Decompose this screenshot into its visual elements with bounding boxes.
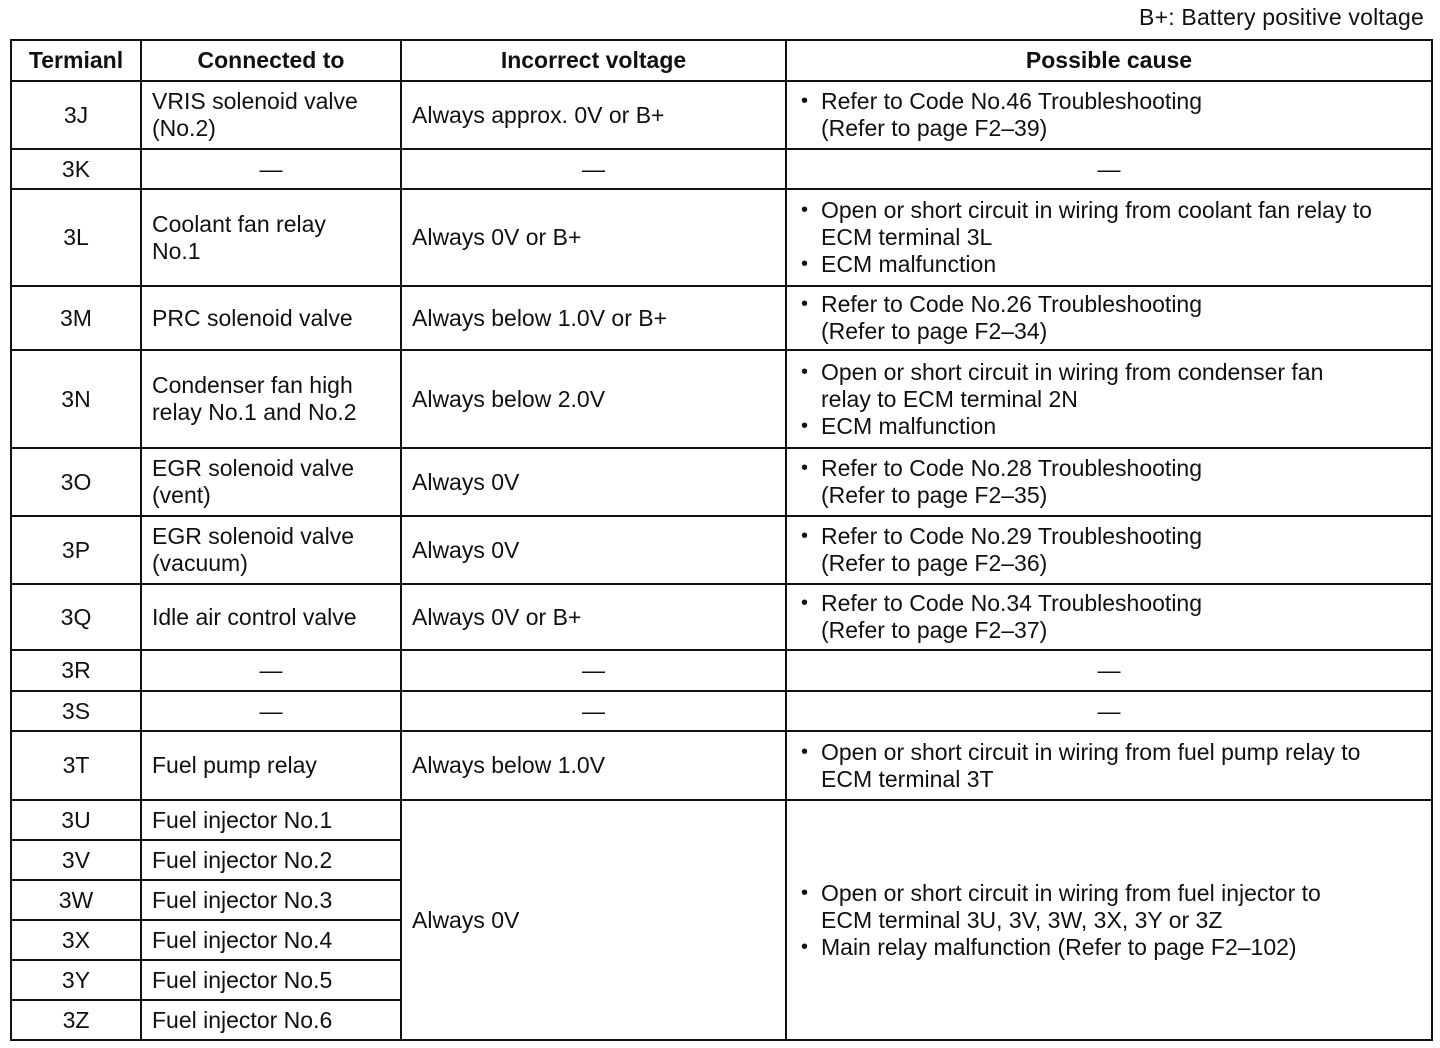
cause-cell [786, 81, 1432, 149]
terminal-cell: 3O [11, 448, 141, 516]
cause-cell [786, 516, 1432, 584]
connected-cell: Fuel injector No.2 [141, 840, 401, 880]
connected-cell: EGR solenoid valve (vent) [141, 448, 401, 516]
connected-cell: Fuel injector No.1 [141, 800, 401, 840]
table-row [11, 650, 1432, 691]
cause-cell: — [786, 149, 1432, 189]
voltage-cell: Always 0V or B+ [401, 584, 786, 650]
cause-cell [786, 189, 1432, 286]
cause-cell [786, 731, 1432, 800]
cause-item: • Open or short circuit in wiring from fuel injector to ECM terminal 3U, 3V, 3W, 3X, 3Y or 3Z [797, 880, 1421, 934]
connected-cell: Condenser fan high relay No.1 and No.2 [141, 350, 401, 448]
cause-item: • Refer to Code No.29 Troubleshooting (Refer to page F2–36) [797, 523, 1421, 577]
connected-cell: — [141, 149, 401, 189]
terminal-cell: 3Y [11, 960, 141, 1000]
terminal-cell: 3V [11, 840, 141, 880]
terminal-voltage-table [10, 39, 1433, 1041]
table-row [11, 286, 1432, 350]
header-terminal: Termianl [11, 40, 141, 81]
connected-cell: PRC solenoid valve [141, 286, 401, 350]
connected-cell: EGR solenoid valve (vacuum) [141, 516, 401, 584]
terminal-cell: 3Q [11, 584, 141, 650]
terminal-cell: 3L [11, 189, 141, 286]
terminal-cell: 3Z [11, 1000, 141, 1040]
table-row [11, 691, 1432, 731]
connected-cell: Coolant fan relay No.1 [141, 189, 401, 286]
injector-voltage-cell: Always 0V [401, 800, 786, 1040]
cause-item: • Refer to Code No.46 Troubleshooting (Refer to page F2–39) [797, 88, 1421, 142]
terminal-cell: 3R [11, 650, 141, 691]
cause-item: • Refer to Code No.34 Troubleshooting (Refer to page F2–37) [797, 590, 1421, 644]
connected-cell: — [141, 691, 401, 731]
cause-item: • Open or short circuit in wiring from fuel pump relay to ECM terminal 3T [797, 739, 1421, 793]
voltage-cell: Always 0V or B+ [401, 189, 786, 286]
connected-cell: Fuel injector No.4 [141, 920, 401, 960]
table-row [11, 81, 1432, 149]
cause-cell [786, 350, 1432, 448]
terminal-cell: 3X [11, 920, 141, 960]
voltage-cell: Always approx. 0V or B+ [401, 81, 786, 149]
terminal-cell: 3N [11, 350, 141, 448]
terminal-cell: 3T [11, 731, 141, 800]
terminal-cell: 3U [11, 800, 141, 840]
terminal-cell: 3K [11, 149, 141, 189]
table-row [11, 448, 1432, 516]
header-incorrect-voltage: Incorrect voltage [401, 40, 786, 81]
cause-cell: — [786, 650, 1432, 691]
table-row [11, 350, 1432, 448]
terminal-cell: 3S [11, 691, 141, 731]
table-header-row [11, 40, 1432, 81]
header-connected-to: Connected to [141, 40, 401, 81]
voltage-cell: Always below 1.0V [401, 731, 786, 800]
cause-cell: — [786, 691, 1432, 731]
connected-cell: Fuel pump relay [141, 731, 401, 800]
table-row [11, 189, 1432, 286]
table-row [11, 800, 1432, 840]
voltage-cell: Always below 1.0V or B+ [401, 286, 786, 350]
table-row [11, 584, 1432, 650]
connected-cell: — [141, 650, 401, 691]
voltage-cell: Always 0V [401, 516, 786, 584]
cause-item: • Open or short circuit in wiring from condenser fan relay to ECM terminal 2N [797, 359, 1421, 413]
connected-cell: Fuel injector No.3 [141, 880, 401, 920]
cause-item: • ECM malfunction [797, 251, 1421, 278]
cause-cell [786, 448, 1432, 516]
voltage-cell: — [401, 149, 786, 189]
terminal-cell: 3M [11, 286, 141, 350]
terminal-cell: 3P [11, 516, 141, 584]
connected-cell: Fuel injector No.5 [141, 960, 401, 1000]
table-row [11, 516, 1432, 584]
injector-cause-cell [786, 800, 1432, 1040]
connected-cell: Fuel injector No.6 [141, 1000, 401, 1040]
cause-item: • Open or short circuit in wiring from coolant fan relay to ECM terminal 3L [797, 197, 1421, 251]
terminal-cell: 3J [11, 81, 141, 149]
battery-voltage-note: B+: Battery positive voltage [1139, 4, 1424, 30]
cause-cell [786, 286, 1432, 350]
cause-item: • Refer to Code No.28 Troubleshooting (Refer to page F2–35) [797, 455, 1421, 509]
terminal-cell: 3W [11, 880, 141, 920]
voltage-cell: Always below 2.0V [401, 350, 786, 448]
table-row [11, 731, 1432, 800]
voltage-cell: — [401, 650, 786, 691]
header-possible-cause: Possible cause [786, 40, 1432, 81]
cause-item: • Main relay malfunction (Refer to page F2–102) [797, 934, 1421, 961]
cause-cell [786, 584, 1432, 650]
connected-cell: VRIS solenoid valve (No.2) [141, 81, 401, 149]
voltage-cell: — [401, 691, 786, 731]
connected-cell: Idle air control valve [141, 584, 401, 650]
table-row [11, 149, 1432, 189]
voltage-cell: Always 0V [401, 448, 786, 516]
cause-item: • ECM malfunction [797, 413, 1421, 440]
cause-item: • Refer to Code No.26 Troubleshooting (Refer to page F2–34) [797, 291, 1421, 345]
